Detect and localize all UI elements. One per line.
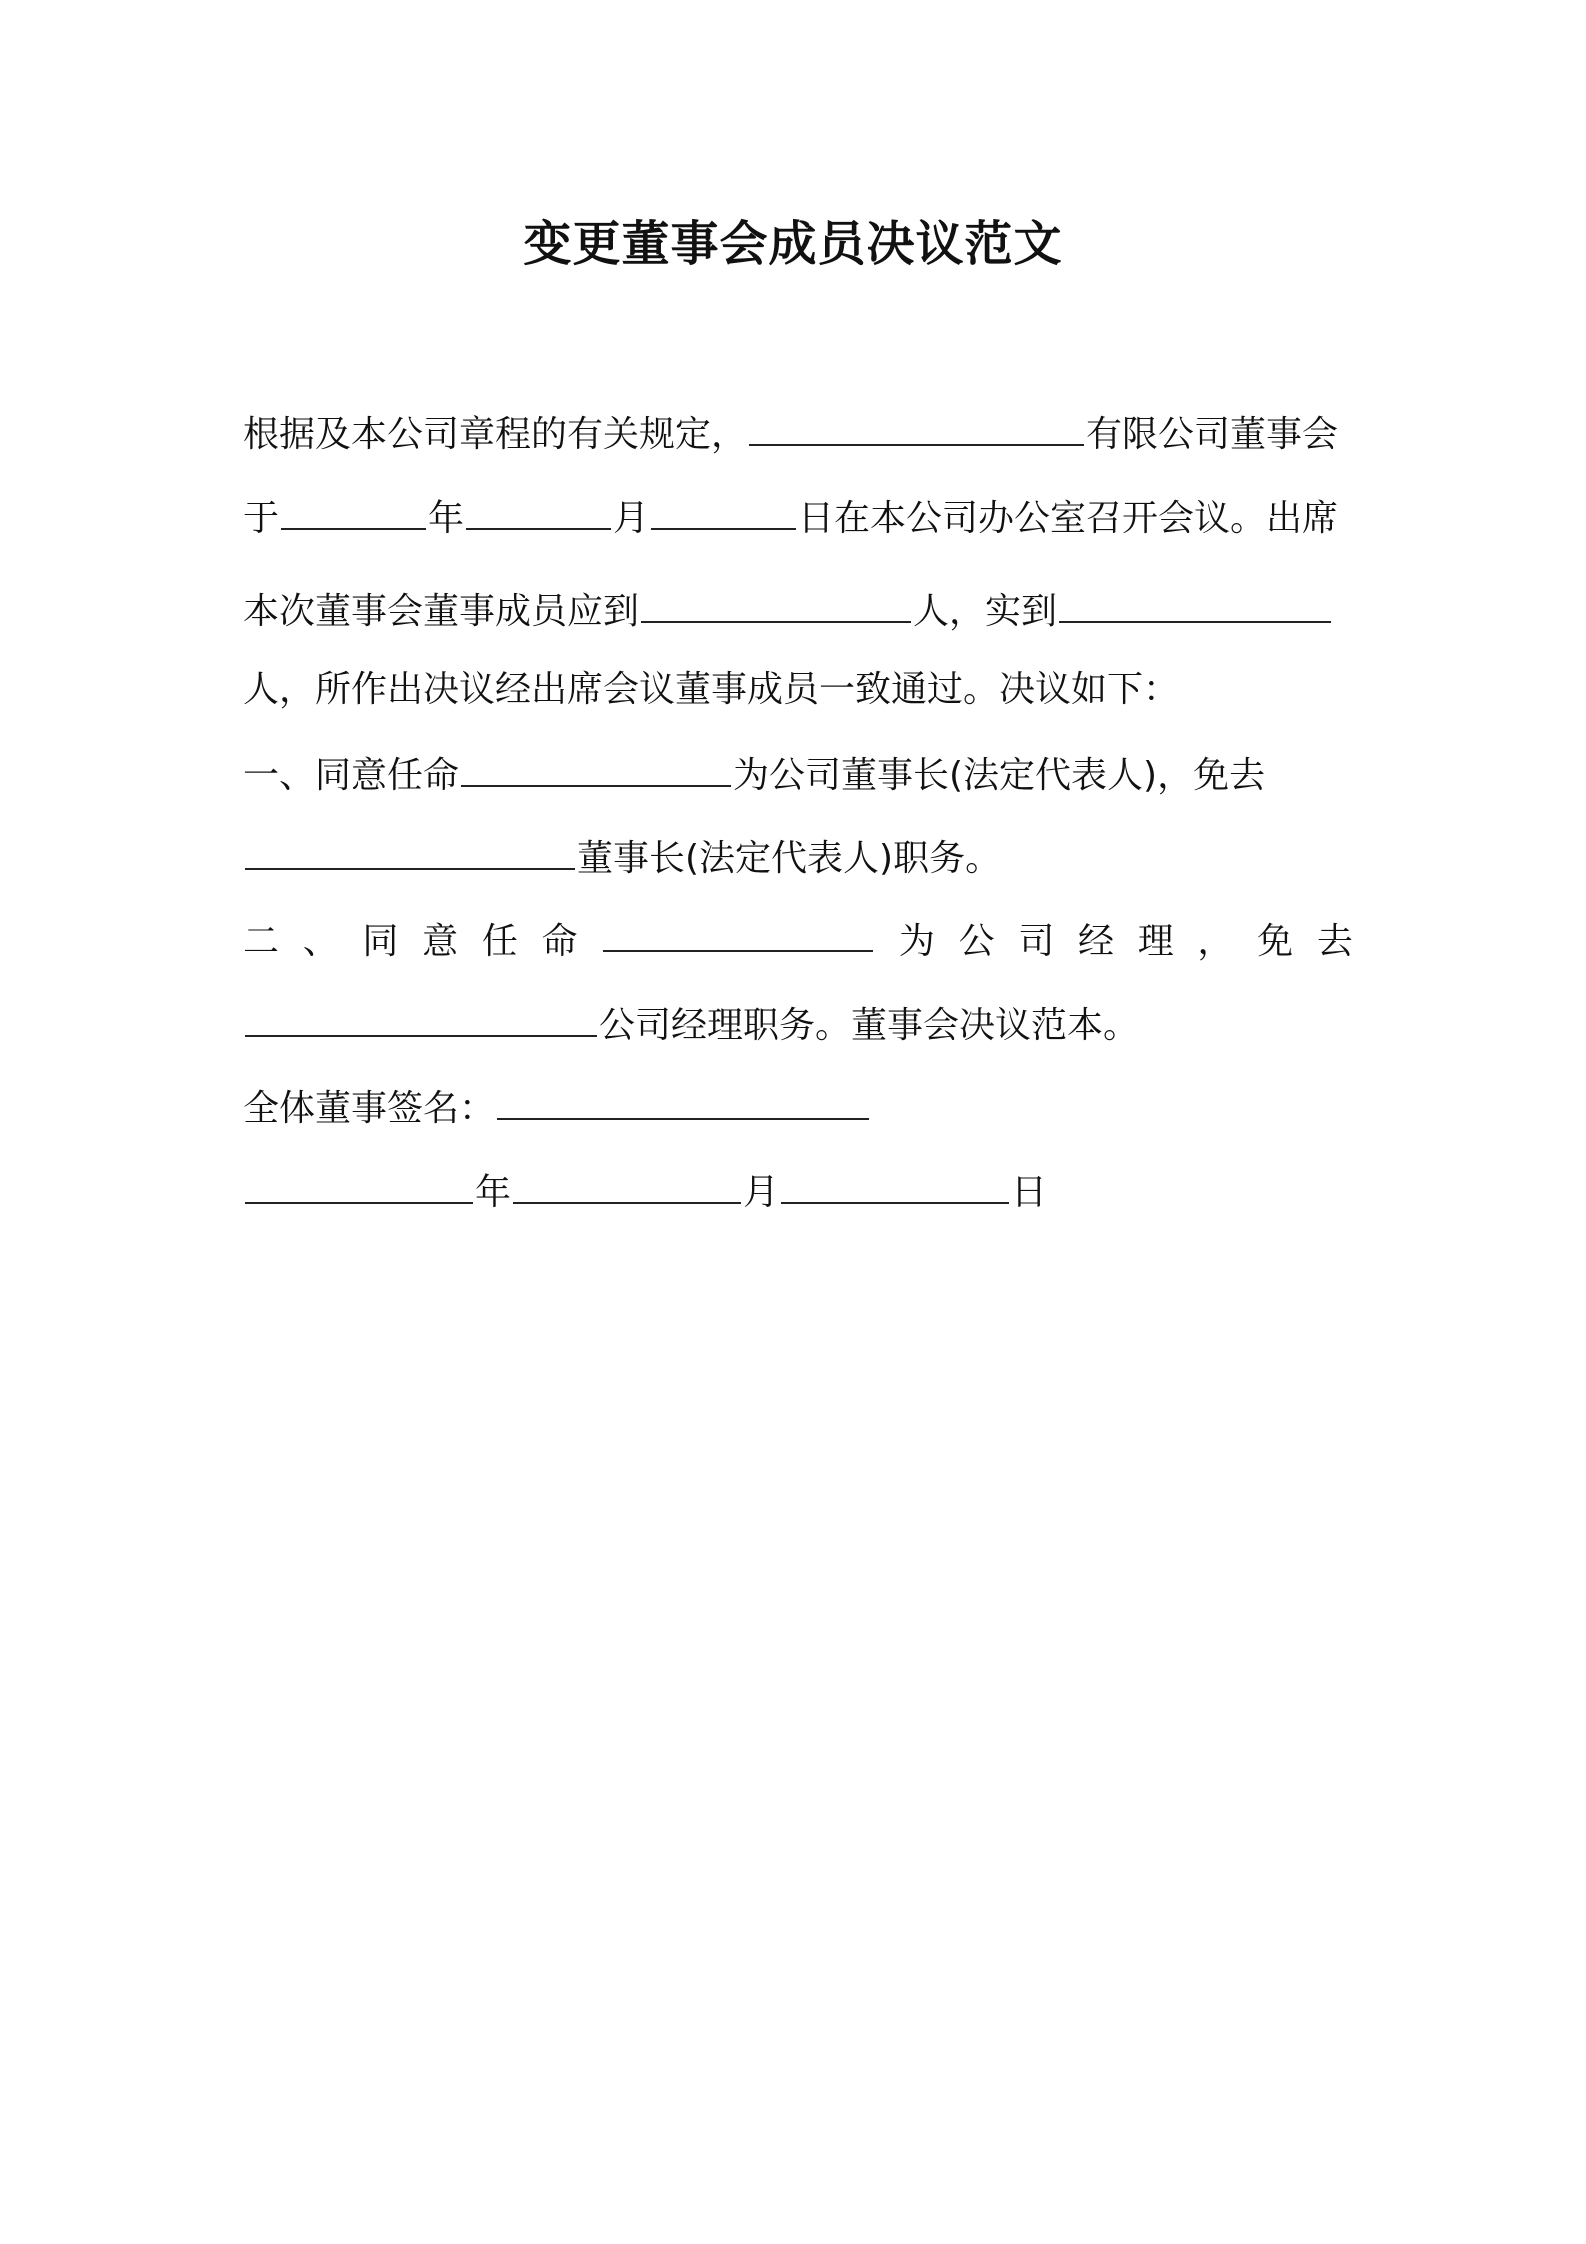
- item2-line2: [243, 1000, 1353, 1052]
- char: 去: [1316, 921, 1353, 962]
- signature-label: 全体董事签名：: [243, 1088, 496, 1129]
- para1-line2: [243, 493, 1353, 545]
- text: 公司经理职务。董事会决议范本。: [599, 1005, 1140, 1046]
- text: 为公司董事长(法定代表人)，免去: [733, 755, 1266, 796]
- sign-month-blank[interactable]: [513, 1168, 741, 1204]
- text: 日在本公司办公室召开会议。出席: [798, 498, 1339, 539]
- chairman-appoint-blank[interactable]: [461, 751, 731, 787]
- expected-count-blank[interactable]: [641, 587, 911, 623]
- signature-blank[interactable]: [497, 1084, 869, 1120]
- year-blank[interactable]: [281, 494, 426, 530]
- char: 免: [1257, 921, 1294, 962]
- item1-line2: [243, 833, 1353, 885]
- text: 根据及本公司章程的有关规定，: [243, 414, 748, 455]
- text: 于: [243, 498, 280, 539]
- char: 公: [958, 921, 995, 962]
- para1-line3: [243, 586, 1353, 638]
- document-title: 变更董事会成员决议范文: [523, 216, 1063, 272]
- text: 一、同意任命: [243, 755, 460, 796]
- item1-line1: [243, 750, 1353, 802]
- text: 年: [475, 1172, 512, 1213]
- month-blank[interactable]: [466, 494, 611, 530]
- para1-line1: [243, 409, 1353, 461]
- manager-appoint-blank[interactable]: [603, 916, 873, 952]
- char: 司: [1018, 921, 1055, 962]
- text: 月: [613, 498, 650, 539]
- sign-day-blank[interactable]: [781, 1168, 1009, 1204]
- char: 为: [898, 921, 935, 962]
- char: 二: [243, 921, 280, 962]
- text: 人，实到: [913, 591, 1058, 632]
- text: 年: [428, 498, 465, 539]
- sign-year-blank[interactable]: [245, 1168, 473, 1204]
- char: 同: [362, 921, 399, 962]
- signature-line: [243, 1083, 1353, 1135]
- chairman-dismiss-blank[interactable]: [245, 834, 575, 870]
- char: 、: [302, 921, 339, 962]
- text: 日: [1011, 1172, 1048, 1213]
- text: 董事长(法定代表人)职务。: [577, 838, 1002, 879]
- char: 任: [481, 921, 518, 962]
- char: ，: [1197, 921, 1234, 962]
- manager-dismiss-blank[interactable]: [245, 1001, 597, 1037]
- company-name-blank[interactable]: [749, 410, 1084, 446]
- date-line: [243, 1167, 1353, 1219]
- actual-count-blank[interactable]: [1059, 587, 1331, 623]
- char: 经: [1078, 921, 1115, 962]
- text: 有限公司董事会: [1086, 414, 1339, 455]
- char: 意: [422, 921, 459, 962]
- para1-line4: 人，所作出决议经出席会议董事成员一致通过。决议如下：: [243, 669, 1180, 710]
- text: 本次董事会董事成员应到: [243, 591, 640, 632]
- char: 理: [1137, 921, 1174, 962]
- text: 月: [743, 1172, 780, 1213]
- char: 命: [541, 921, 578, 962]
- day-blank[interactable]: [651, 494, 796, 530]
- item2-line1: [243, 916, 1353, 968]
